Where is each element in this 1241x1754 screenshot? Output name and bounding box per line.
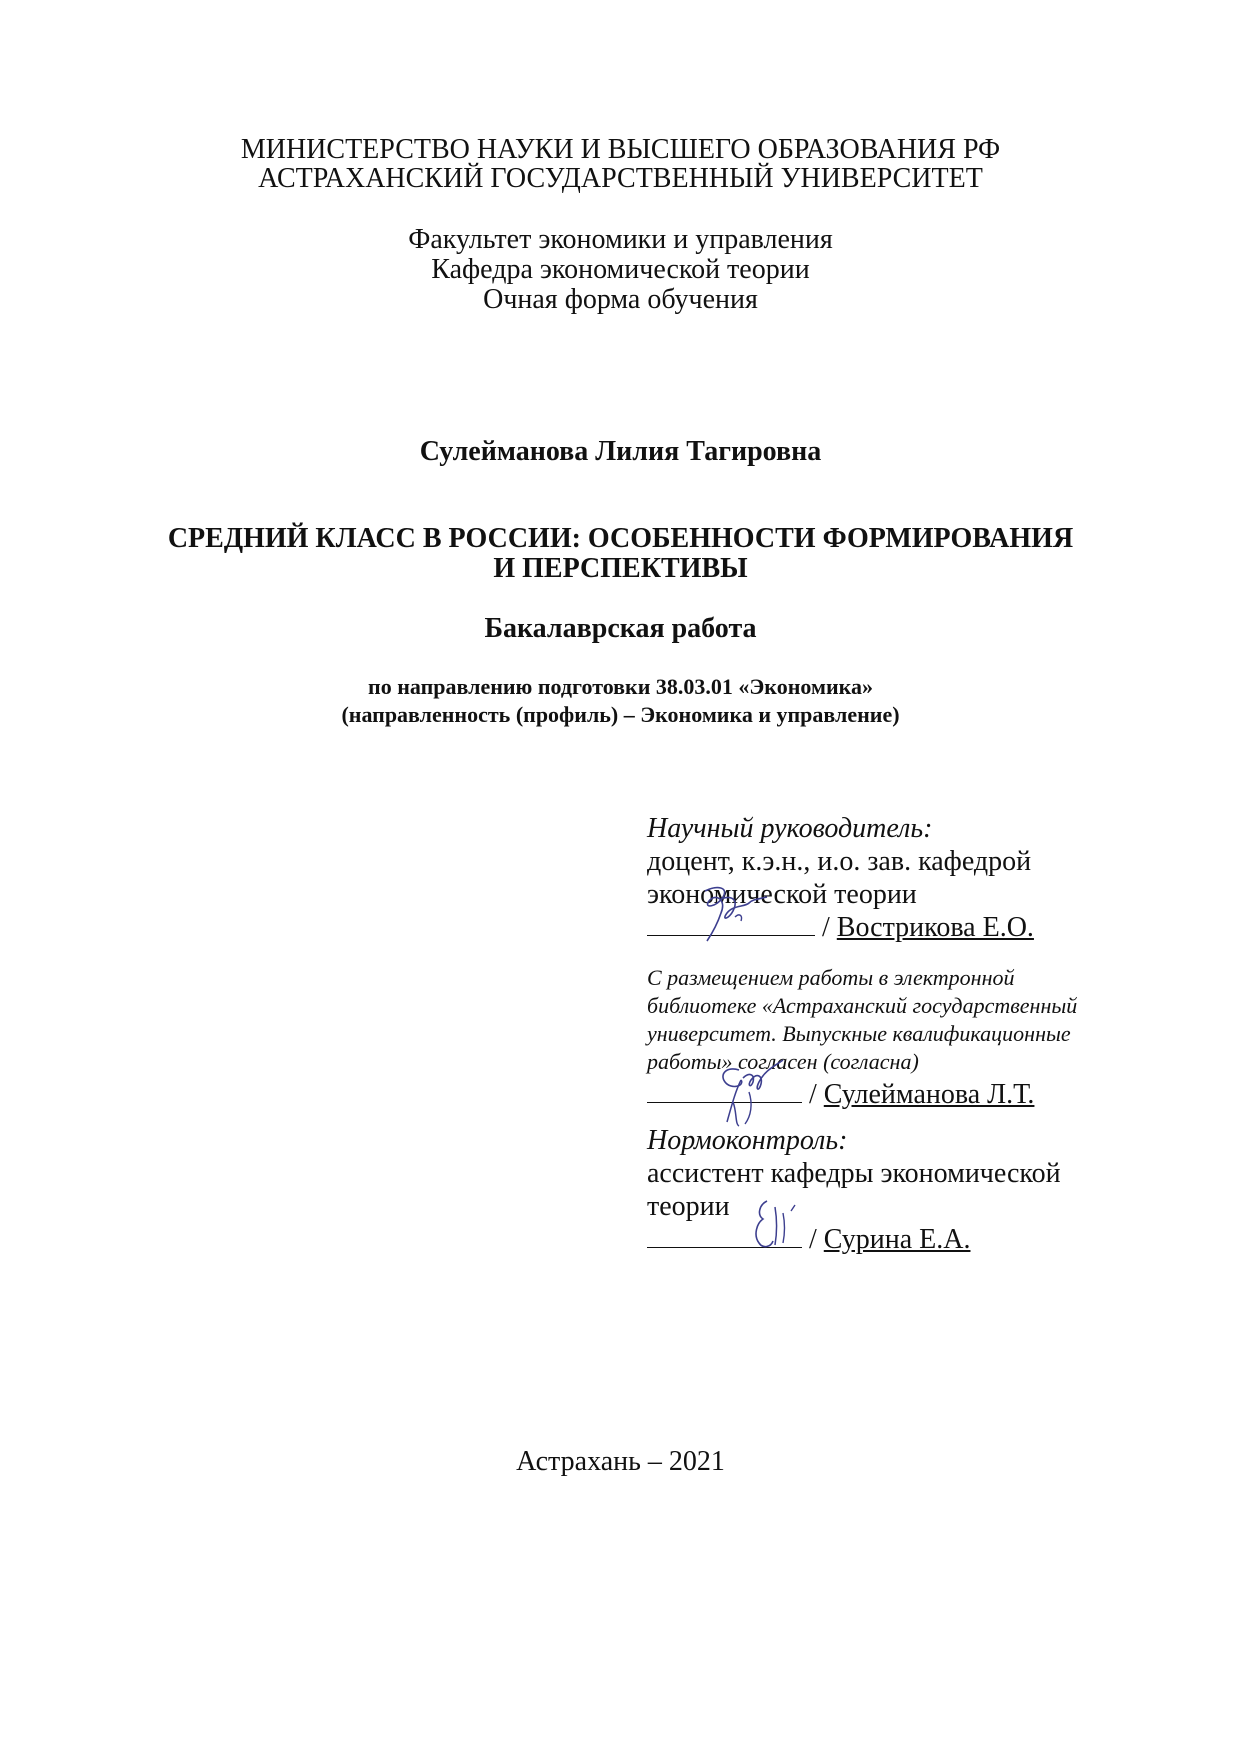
normcontrol-signature-line — [647, 1223, 1207, 1256]
department-line: Кафедра экономической теории — [431, 254, 810, 285]
supervisor-signature-line — [647, 911, 1207, 944]
author-name: Сулейманова Лилия Тагировна — [419, 436, 822, 467]
normcontrol-position-1: ассистент кафедры экономической — [647, 1158, 1061, 1189]
faculty-line: Факультет экономики и управления — [408, 224, 833, 255]
work-type: Бакалаврская работа — [484, 613, 757, 644]
direction-line-1: по направлению подготовки 38.03.01 «Экономика» — [368, 674, 873, 699]
thesis-title-line-1: СРЕДНИЙ КЛАСС В РОССИИ: ОСОБЕННОСТИ ФОРМИРОВАНИЯ — [167, 523, 1074, 554]
signature-blank — [647, 1223, 802, 1248]
supervisor-position-1: доцент, к.э.н., и.о. зав. кафедрой — [647, 846, 1032, 877]
consent-block — [647, 964, 1207, 1111]
consent-name: Сулейманова Л.Т. — [823, 1079, 1035, 1110]
supervisor-position-2: экономической теории — [647, 879, 917, 910]
separator: / — [809, 1079, 817, 1110]
normcontrol-heading: Нормоконтроль: — [647, 1125, 848, 1156]
ministry-line: МИНИСТЕРСТВО НАУКИ И ВЫСШЕГО ОБРАЗОВАНИЯ РФ — [240, 134, 1001, 165]
city-year: Астрахань – 2021 — [516, 1446, 725, 1477]
supervisor-heading: Научный руководитель: — [647, 813, 933, 844]
university-line: АСТРАХАНСКИЙ ГОСУДАРСТВЕННЫЙ УНИВЕРСИТЕТ — [258, 163, 983, 194]
consent-line-4: работы» согласен (согласна) — [647, 1049, 919, 1074]
signature-blank — [647, 1078, 802, 1103]
direction-line-2: (направленность (профиль) – Экономика и управление) — [341, 702, 900, 727]
normcontrol-block — [647, 1124, 1207, 1256]
separator: / — [822, 912, 830, 943]
consent-line-1: С размещением работы в электронной — [647, 965, 1015, 990]
consent-signature-line — [647, 1078, 1207, 1111]
consent-line-3: университет. Выпускные квалификационные — [647, 1021, 1071, 1046]
thesis-title-line-2: И ПЕРСПЕКТИВЫ — [493, 553, 748, 584]
normcontrol-position-2: теории — [647, 1191, 730, 1222]
normcontrol-name: Сурина Е.А. — [823, 1224, 971, 1255]
signature-blank — [647, 911, 815, 936]
supervisor-name: Вострикова Е.О. — [836, 912, 1034, 943]
separator: / — [809, 1224, 817, 1255]
study-form-line: Очная форма обучения — [483, 284, 758, 315]
supervisor-block — [647, 812, 1207, 944]
consent-line-2: библиотеке «Астраханский государственный — [647, 993, 1078, 1018]
